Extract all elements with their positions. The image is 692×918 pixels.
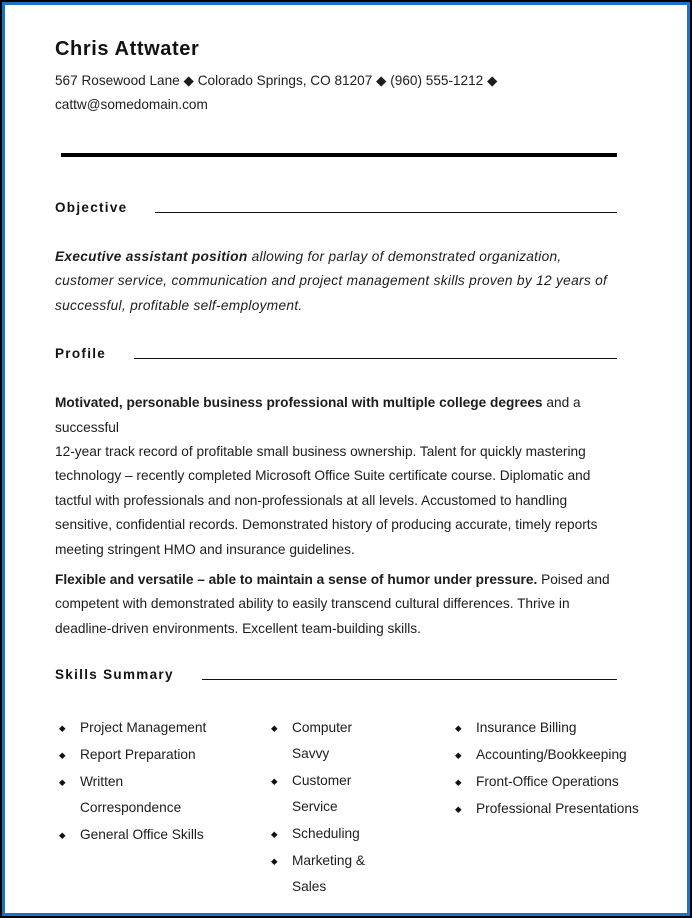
objective-paragraph	[55, 245, 617, 318]
diamond-bullet-icon: ◆	[455, 777, 462, 788]
profile-p2-text: Poised and competent with demonstrated ability to easily transcend cultural differences. Thrive in deadline-driven environments. Excellent team-building skills.	[55, 572, 610, 636]
skill-item	[59, 715, 271, 741]
skill-label: General Office Skills	[80, 827, 204, 843]
objective-heading-label: Objective	[55, 200, 128, 215]
skill-item	[271, 715, 455, 767]
skills-heading-rule	[202, 679, 617, 680]
profile-p1-text-a: and a successful	[55, 395, 581, 435]
skill-label: Scheduling	[292, 826, 360, 842]
diamond-bullet-icon: ◆	[59, 723, 66, 734]
diamond-bullet-icon: ◆	[455, 750, 462, 761]
skill-item	[271, 848, 455, 900]
profile-heading-label: Profile	[55, 346, 107, 362]
skills-column-3	[455, 715, 657, 901]
skill-label: Report Preparation	[80, 747, 196, 763]
resume-page	[2, 2, 690, 916]
header-double-rule	[61, 153, 617, 157]
diamond-bullet-icon: ◆	[455, 723, 462, 734]
skills-columns	[55, 715, 657, 901]
skill-label: Computer Savvy	[292, 720, 353, 762]
skill-label: Project Management	[80, 720, 207, 736]
skills-column-2	[271, 715, 455, 901]
skill-item	[59, 742, 271, 768]
skill-label: Front-Office Operations	[476, 774, 619, 790]
skill-item	[455, 769, 657, 795]
skill-item	[59, 822, 271, 848]
profile-heading-rule	[134, 358, 617, 359]
skill-item	[271, 821, 455, 847]
profile-p1-bold: Motivated, personable business professional with multiple college degrees	[55, 395, 543, 411]
diamond-bullet-icon: ◆	[271, 829, 278, 840]
skill-label: Marketing & Sales	[292, 853, 366, 895]
skill-label: Written Correspondence	[80, 774, 182, 816]
diamond-bullet-icon: ◆	[59, 830, 66, 841]
profile-paragraph-2	[55, 568, 617, 641]
section-heading-objective	[55, 199, 617, 216]
skill-label: Customer Service	[292, 773, 352, 815]
section-heading-profile	[55, 345, 617, 362]
diamond-bullet-icon: ◆	[59, 750, 66, 761]
diamond-bullet-icon: ◆	[59, 777, 66, 788]
skill-item	[455, 742, 657, 768]
contact-address-line: 567 Rosewood Lane ◆ Colorado Springs, CO 81207 ◆ (960) 555-1212 ◆	[55, 73, 498, 88]
contact-email: cattw@somedomain.com	[55, 97, 208, 112]
skill-item	[455, 715, 657, 741]
skill-label: Accounting/Bookkeeping	[476, 747, 627, 763]
profile-p1-text-b: 12-year track record of profitable small business ownership. Talent for quickly mastering technology – recently completed Microsoft Office Suite certificate course. Diplomatic and tactful with professionals and non-professionals at all levels. Accustomed to handling sensitive, confidential records. Demonstrated history of producing accurate, timely reports meeting stringent HMO and insurance guidelines.	[55, 444, 598, 557]
resume-header	[55, 38, 617, 117]
diamond-bullet-icon: ◆	[271, 856, 278, 867]
skill-item	[59, 769, 271, 821]
profile-paragraph-1	[55, 391, 617, 562]
section-heading-skills	[55, 666, 617, 683]
skill-label: Professional Presentations	[476, 801, 639, 817]
diamond-bullet-icon: ◆	[271, 776, 278, 787]
diamond-bullet-icon: ◆	[271, 723, 278, 734]
skills-column-1	[59, 715, 271, 901]
skill-item	[271, 768, 455, 820]
skills-heading-label: Skills Summary	[55, 667, 174, 683]
person-name: Chris Attwater	[55, 38, 200, 60]
objective-lead: Executive assistant position	[55, 249, 248, 264]
objective-text: allowing for parlay of demonstrated organization, customer service, communication and project management skills proven by 12 years of successful, profitable self-employment.	[55, 249, 608, 313]
objective-heading-rule	[155, 212, 617, 213]
diamond-bullet-icon: ◆	[455, 804, 462, 815]
skill-label: Insurance Billing	[476, 720, 577, 736]
skill-item	[455, 796, 657, 822]
profile-p2-bold: Flexible and versatile – able to maintain a sense of humor under pressure.	[55, 572, 538, 588]
